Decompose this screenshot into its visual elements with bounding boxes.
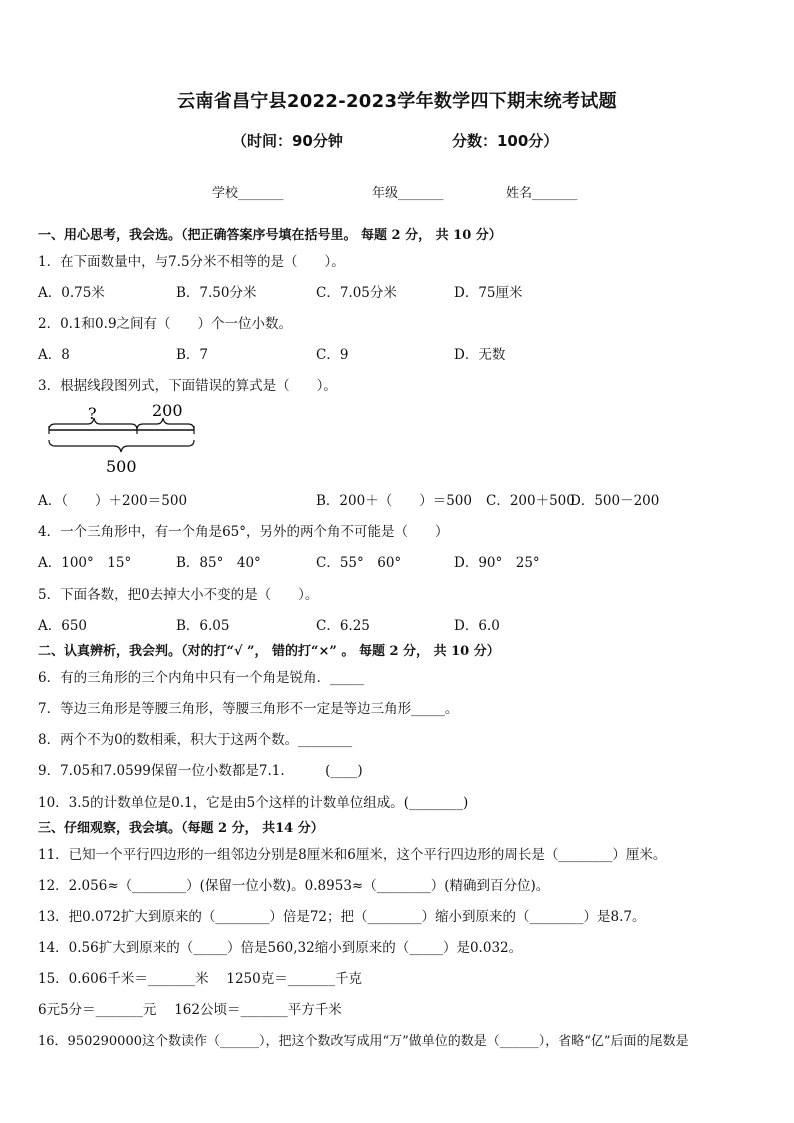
question-15-part-2: 6元5分＝_______元 162公顷＝_______平方千米	[38, 1002, 342, 1018]
question-4-option-a: A．100° 15°	[38, 555, 132, 571]
diagram-label-200: 200	[152, 401, 183, 420]
diagram-label-500: 500	[106, 457, 137, 476]
exam-time: （时间：90分钟	[232, 132, 343, 150]
question-4-stem: 4．一个三角形中，有一个角是65°，另外的两个角不可能是（ ）	[38, 524, 449, 540]
question-12: 12．2.056≈（________）(保留一位小数)。0.8953≈（________）(精确到百分位)。	[38, 878, 550, 894]
question-8: 8．两个不为0的数相乘，积大于这两个数。________	[38, 732, 353, 748]
section-3-heading: 三、仔细观察，我会填。（每题 2 分， 共14 分）	[38, 821, 324, 836]
question-5-stem: 5．下面各数，把0去掉大小不变的是（ ）。	[38, 587, 319, 603]
question-6: 6．有的三角形的三个内角中只有一个角是锐角．_____	[38, 670, 364, 686]
question-4-option-b: B．85° 40°	[176, 555, 261, 571]
question-3-option-d: D．500－200	[570, 493, 660, 509]
question-2-option-b: B．7	[176, 347, 209, 363]
section-1-heading: 一、用心思考，我会选。（把正确答案序号填在括号里。 每题 2 分， 共 10 分）	[38, 228, 502, 243]
section-2-heading: 二、认真辨析，我会判。（对的打“√ ”， 错的打“×” 。 每题 2 分， 共 10 分）	[38, 644, 500, 659]
school-field: 学校_______	[212, 186, 284, 201]
question-1-option-c: C．7.05分米	[316, 285, 397, 301]
grade-field: 年级_______	[372, 186, 444, 201]
question-3-stem: 3．根据线段图列式，下面错误的算式是（ ）。	[38, 378, 337, 394]
question-5-option-a: A．650	[38, 618, 88, 634]
question-1-option-a: A．0.75米	[38, 285, 105, 301]
question-3-option-c: C．200＋500	[486, 493, 575, 509]
exam-score: 分数：100分）	[452, 132, 559, 150]
question-16: 16．950290000这个数读作（______），把这个数改写成用“万”做单位的数是（______），省略“亿”后面的尾数是	[38, 1034, 689, 1049]
question-5-option-b: B．6.05	[176, 618, 230, 634]
diagram-label-unknown: ?	[88, 404, 97, 423]
question-5-option-d: D．6.0	[454, 618, 500, 634]
question-9: 9．7.05和7.0599保留一位小数都是7.1. (____)	[38, 763, 363, 779]
question-1-stem: 1．在下面数量中，与7.5分米不相等的是（ ）。	[38, 254, 345, 270]
question-1-option-d: D．75厘米	[454, 285, 523, 301]
question-14: 14．0.56扩大到原来的（_____）倍是560,32缩小到原来的（_____）是0.032。	[38, 940, 523, 956]
question-4-option-c: C．55° 60°	[316, 555, 402, 571]
question-10: 10．3.5的计数单位是0.1，它是由5个这样的计数单位组成。(________)	[38, 795, 469, 811]
question-4-option-d: D．90° 25°	[454, 555, 540, 571]
question-15-part-1: 15．0.606千米＝_______米 1250克＝_______千克	[38, 971, 362, 987]
page-title: 云南省昌宁县2022-2023学年数学四下期末统考试题	[177, 91, 617, 112]
name-field: 姓名_______	[506, 186, 578, 201]
question-2-stem: 2．0.1和0.9之间有（ ）个一位小数。	[38, 316, 293, 332]
question-13: 13．把0.072扩大到原来的（________）倍是72；把（________）缩小到原来的（________）是8.7。	[38, 909, 646, 925]
lower-brace	[49, 440, 194, 452]
question-2-option-a: A．8	[38, 347, 70, 363]
question-11: 11．已知一个平行四边形的一组邻边分别是8厘米和6厘米，这个平行四边形的周长是（________）厘米。	[38, 847, 667, 863]
upper-left-brace	[49, 418, 137, 430]
question-2-option-c: C．9	[316, 347, 349, 363]
question-7: 7．等边三角形是等腰三角形，等腰三角形不一定是等边三角形_____。	[38, 701, 459, 717]
line-segment-diagram	[44, 400, 204, 480]
question-5-option-c: C．6.25	[316, 618, 370, 634]
question-2-option-d: D．无数	[454, 347, 506, 363]
question-1-option-b: B．7.50分米	[176, 285, 257, 301]
question-3-option-b: B．200＋（ ）＝500	[316, 493, 472, 509]
question-3-option-a: A．（ ）＋200＝500	[38, 493, 188, 509]
